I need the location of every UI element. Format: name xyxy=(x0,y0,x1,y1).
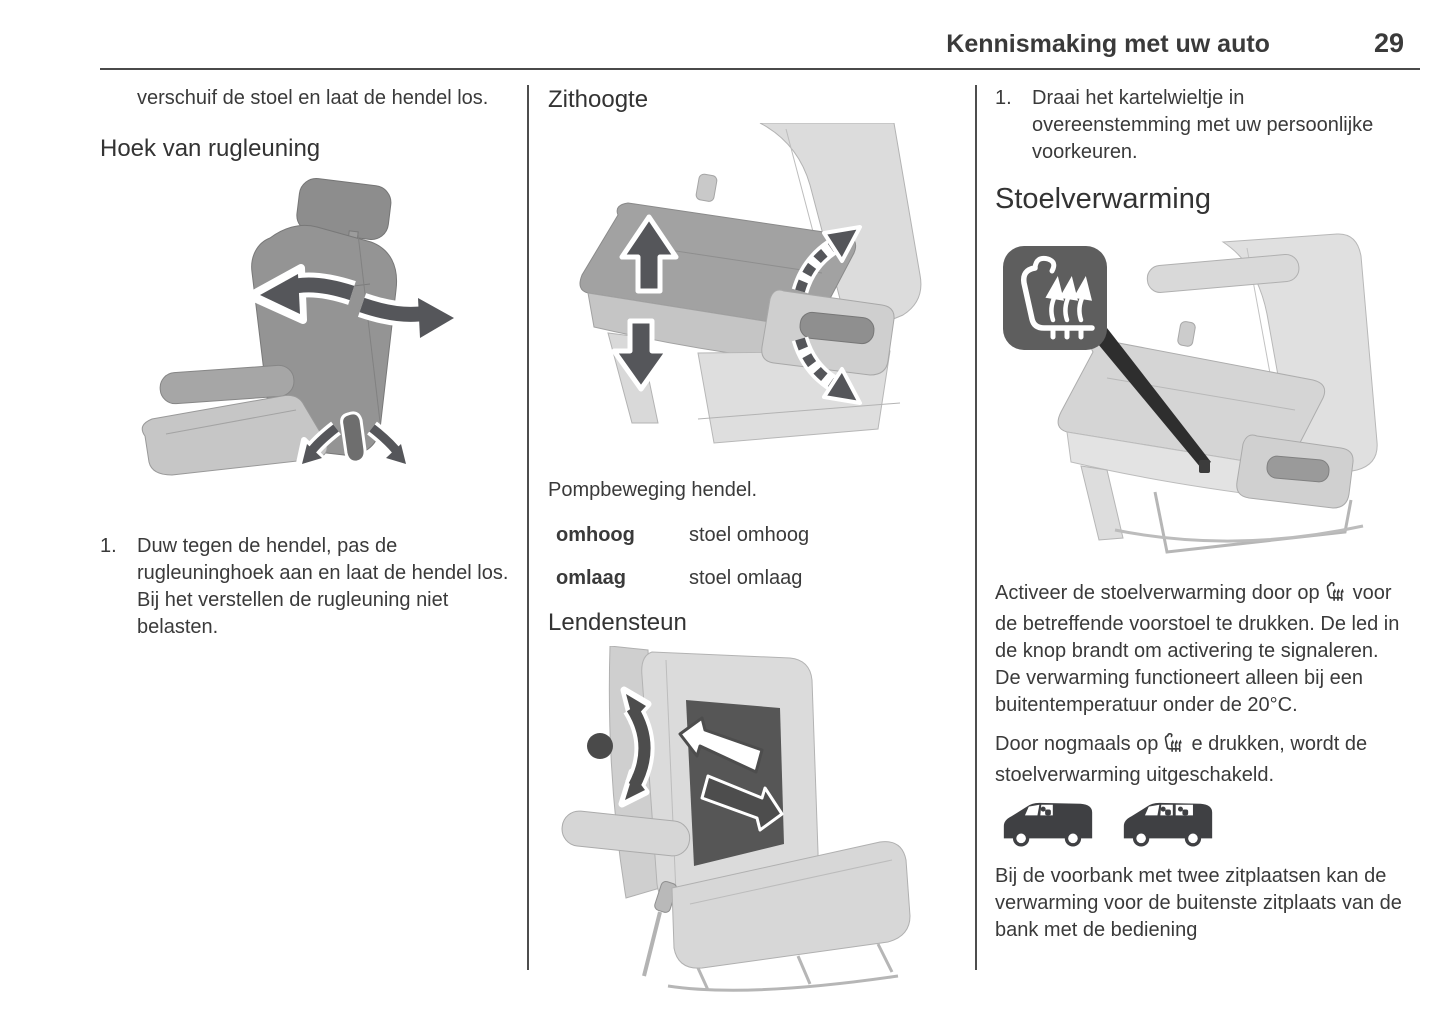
heating-paragraph-1 xyxy=(995,580,1407,665)
seat-height-illustration xyxy=(548,123,960,463)
seat-heating-icon xyxy=(1163,731,1186,762)
chapter-title: Kennismaking met uw auto xyxy=(946,30,1270,58)
column-divider xyxy=(527,85,529,970)
continuation-paragraph: verschuif de stoel en laat de hendel los. xyxy=(137,87,489,109)
recline-lever xyxy=(342,413,366,462)
heading-seat-heating: Stoelverwarming xyxy=(995,183,1211,215)
step-text: Duw tegen de hendel, pas de rugleuninghoek aan en laat de hendel los. Bij het verstellen de rugleuning niet belasten. xyxy=(137,535,509,638)
vehicle-variant-icons xyxy=(999,799,1407,855)
pump-desc: stoel omhoog xyxy=(689,524,810,546)
middle-column xyxy=(548,85,960,1012)
lumbar-support-illustration xyxy=(548,646,960,1012)
paragraph-text: voor de betreffende voorstoel te drukken. De led in de knop brandt om activering te signaleren. xyxy=(995,582,1400,662)
heading-backrest-angle: Hoek van rugleuning xyxy=(100,135,321,162)
pump-term: omlaag xyxy=(556,567,627,589)
pump-desc: stoel omlaag xyxy=(689,567,803,589)
heating-paragraph-2 xyxy=(995,731,1407,789)
left-column xyxy=(100,85,512,641)
step-number: 1. xyxy=(100,535,117,557)
seat-backrest-angle-illustration xyxy=(100,172,512,515)
cargo-van-icon xyxy=(999,799,1097,855)
step-item xyxy=(995,85,1407,166)
column-divider xyxy=(975,85,977,970)
paragraph-text: e drukken, wordt de stoelverwarming uitgeschakeld. xyxy=(995,733,1368,786)
step-item xyxy=(100,533,512,641)
heating-paragraph-1b: De verwarming functioneert alleen bij een buitentemperatuur onder de 20°C. xyxy=(995,667,1363,716)
step-text: Draai het kartelwieltje in overeenstemming met uw persoonlijke voorkeuren. xyxy=(1032,87,1374,163)
step-number: 1. xyxy=(995,87,1012,109)
page-number: 29 xyxy=(1373,28,1404,58)
heading-seat-height: Zithoogte xyxy=(548,86,649,113)
bench-heating-paragraph: Bij de voorbank met twee zitplaatsen kan de verwarming voor de buitenste zitplaats van de bank met de bediening xyxy=(995,865,1402,941)
pump-table xyxy=(556,522,960,592)
right-column xyxy=(995,85,1407,944)
paragraph-text: Activeer de stoelverwarming door op xyxy=(995,582,1320,604)
pump-term: omhoog xyxy=(556,524,635,546)
paragraph-text: Door nogmaals op xyxy=(995,733,1159,755)
lumbar-knob xyxy=(587,733,613,759)
pump-caption: Pompbeweging hendel. xyxy=(548,479,758,501)
seat-heating-icon xyxy=(1003,246,1107,350)
seat-heating-icon xyxy=(1325,580,1348,611)
passenger-van-icon xyxy=(1119,799,1217,855)
seat-heating-illustration xyxy=(995,230,1407,568)
lever-arrow-right xyxy=(372,428,410,468)
page-header xyxy=(100,28,1420,70)
seat-heating-button xyxy=(1199,460,1210,473)
heading-lumbar: Lendensteun xyxy=(548,609,687,636)
